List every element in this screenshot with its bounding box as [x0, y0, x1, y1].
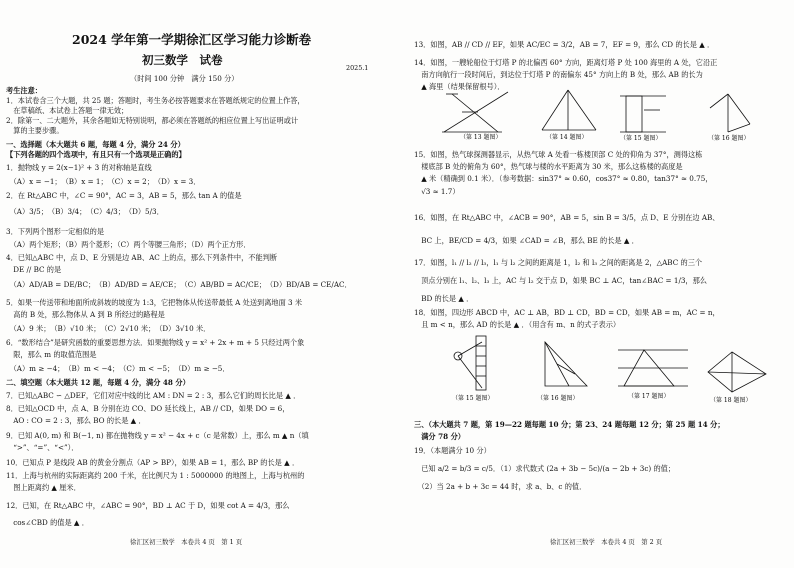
- question-line: 2．在 Rt△ABC 中，∠C = 90°，AC = 3，AB = 5，那么 tan A 的值是: [6, 191, 242, 200]
- notes-heading: 考生注意：: [6, 86, 42, 95]
- question-line: √3 ≈ 1.7）: [414, 187, 460, 196]
- note-line: 1．本试卷含三个大题，共 25 题；答题时，考生务必按答题要求在答题纸规定的位置上作答，: [6, 96, 305, 105]
- question-line: AO : CO = 2 : 3，那么 BO 的长是 ▲ ．: [6, 416, 146, 425]
- question-line: 7．已知△ABC ∽ △DEF，它们对应中线的比 AM : DN = 2 : 3，那么它们的周长比是 ▲ ．: [6, 391, 301, 400]
- question-line: 14．如图，一艘轮船位于灯塔 P 的北偏西 60° 方向，距离灯塔 P 处 100 海里的 A 处，它沿正: [414, 58, 718, 67]
- question-line: 12．已知，在 Rt△ABC 中，∠ABC = 90°，BD ⊥ AC 于 D，如果 cot A = 4/3，那么: [6, 501, 290, 510]
- question-line: 且 m < n，那么 AD 的长是 ▲ ．（用含有 m、n 的式子表示）: [414, 320, 621, 329]
- question-line: 19．（本题满分 10 分）: [414, 446, 491, 455]
- question-line: 6．“数形结合”是研究函数的重要思想方法．如果抛物线 y = x² + 2x + m + 5 只经过两个象: [6, 338, 305, 347]
- options-line: （A）9 米； （B）√10 米； （C）2√10 米； （D）3√10 米．: [6, 324, 211, 333]
- question-line: BD 的长是 ▲ ．: [414, 294, 474, 303]
- figure-14: [536, 86, 606, 144]
- question-line: BC 上，BE/CD = 4/3，如果 ∠CAD = ∠B，那么 BE 的长是 ▲ ．: [414, 236, 639, 245]
- fig-caption-a: （第 15 题图）: [452, 395, 494, 402]
- question-line: 9．已知 A(0, m) 和 B(−1, n) 都在抛物线 y = x² − 4x + c（c 是常数）上，那么 m ▲ n（填: [6, 431, 309, 440]
- page-footer: 徐汇区初三数学 本卷共 4 页 第 1 页: [130, 538, 243, 546]
- question-line: 图上距离约 ▲ 厘米．: [6, 483, 81, 492]
- note-line: 算的主要步骤。: [6, 126, 64, 135]
- figure-row-b: [535, 338, 595, 402]
- figure-row-d: [702, 348, 772, 404]
- question-line: ▲ 米（精确到 0.1 米）．（参考数据：sin37° ≈ 0.60，cos37° ≈ 0.80，tan37° ≈ 0.75，: [414, 174, 713, 183]
- exam-subtitle: 初三数学 试卷: [142, 53, 223, 67]
- question-line: 13．如图，AB // CD // EF，如果 AC/EC = 3/2，AB = 7，EF = 9，那么 CD 的长是 ▲ ．: [414, 40, 715, 49]
- options-line: （A）m ≥ −4； （B）m < −4； （C）m < −5； （D）m ≥ −5．: [6, 364, 230, 373]
- question-line: 5．如果一传送带和地面所成斜坡的坡度为 1:3，它把物体从传送带最低 A 处送到离地面 3 米: [6, 298, 303, 307]
- fig-14-caption: （第 14 题图）: [546, 134, 588, 141]
- question-line: （2）当 2a + b + 3c = 44 时，求 a、b、c 的值．: [414, 482, 587, 491]
- fig-16-caption: （第 16 题图）: [708, 135, 750, 142]
- page-2: [410, 0, 794, 568]
- exam-date: 2025.1: [346, 64, 369, 72]
- fig-15-caption: （第 15 题图）: [620, 135, 662, 142]
- section-3-title: 三、（本大题共 7 题，第 19—22 题每题 10 分；第 23、24 题每题 12 分；第 25 题 14 分；: [414, 420, 725, 429]
- section-1-title: 一、选择题（本大题共 6 题，每题 4 分，满分 24 分）: [6, 140, 185, 149]
- question-line: 限，那么 m 的取值范围是: [6, 350, 97, 359]
- question-line: 15．如图，热气球探测器显示，从热气球 A 处看一栋楼顶部 C 处的仰角为 37°，测得这栋: [414, 150, 703, 159]
- note-line: 在草稿纸、本试卷上答题一律无效；: [6, 106, 129, 115]
- question-line: 8．已知△OCD 中，点 A、B 分别在边 CO、DO 延长线上，AB // CD，如果 DO = 6，: [6, 404, 290, 413]
- options-line: （A）x = −1； （B）x = 1； （C）x = 2； （D）x = 3．: [6, 177, 201, 186]
- section-3-title-cont: 满分 78 分）: [414, 432, 465, 441]
- question-line: 18．如图，四边形 ABCD 中，AC ⊥ AB，BD ⊥ CD，BD = CD，如果 AB = m，AC = n，: [414, 308, 720, 317]
- question-line: cos∠CBD 的值是 ▲ ．: [6, 518, 89, 527]
- section-2-title: 二、填空题（本大题共 12 题，每题 4 分，满分 48 分）: [6, 378, 190, 387]
- question-line: 11．上海与杭州的实际距离约 200 千米，在比例尺为 1 : 5000000 的地图上，上海与杭州的: [6, 471, 305, 480]
- question-line: ▲ 海里（结果保留根号）．: [414, 82, 505, 91]
- question-line: 17．如图，l₁ // l₂ // l₃，l₁ 与 l₂ 之间的距离是 1，l₂ 和 l₃ 之间的距离是 2，△ABC 的三个: [414, 258, 703, 267]
- question-line: 16．如图，在 Rt△ABC 中，∠ACB = 90°，AB = 5，sin B = 3/5，点 D、E 分别在边 AB、: [414, 213, 720, 222]
- figure-15: [616, 90, 676, 142]
- section-1-desc: 【下列各题的四个选项中，有且只有一个选项是正确的】: [6, 150, 186, 159]
- exam-title: 2024 学年第一学期徐汇区学习能力诊断卷: [72, 32, 312, 47]
- question-line: 4．已知△ABC 中，点 D、E 分别是边 AB、AC 上的点，那么下列条件中，不能判断: [6, 253, 278, 262]
- question-line: 南方向航行一段时间后，到达位于灯塔 P 的南偏东 45° 方向上的 B 处，那么 AB 的长为: [414, 70, 703, 79]
- fig-caption-b: （第 16 题图）: [537, 395, 579, 402]
- question-line: 高的 B 处，那么物体从 A 到 B 所经过的路程是: [6, 310, 165, 319]
- question-line: DE // BC 的是: [6, 265, 62, 274]
- question-line: 10．已知点 P 是线段 AB 的黄金分割点（AP > BP），如果 AB = 1，那么 BP 的长是 ▲ ．: [6, 458, 300, 467]
- figure-row-c: [614, 340, 692, 402]
- fig-caption-d: （第 18 题图）: [710, 397, 752, 404]
- fig-caption-c: （第 17 题图）: [628, 393, 670, 400]
- figure-13: [438, 88, 518, 140]
- fig-13-caption: （第 13 题图）: [460, 134, 502, 140]
- page-footer: 徐汇区初三数学 本卷共 4 页 第 2 页: [550, 538, 663, 546]
- question-line: 已知 a/2 = b/3 = c/5．（1）求代数式 (2a + 3b − 5c)/(a − 2b + 3c) 的值；: [414, 464, 676, 473]
- question-line: 3．下列两个图形一定相似的是: [6, 227, 105, 236]
- question-line: “>”、“=”、“<”）．: [6, 443, 79, 452]
- question-line: 顶点分别在 l₁、l₂、l₃ 上，AC 与 l₂ 交于点 D，如果 BC ⊥ AC，tan∠BAC = 1/3，那么: [414, 276, 707, 285]
- note-line: 2．除第一、二大题外，其余各题如无特别说明，都必须在答题纸的相应位置上写出证明或计: [6, 116, 299, 125]
- question-line: 楼底部 B 处的俯角为 60°，热气球与楼的水平距离为 30 米，那么这栋楼的高度是: [414, 162, 683, 171]
- exam-time: （时间 100 分钟 满分 150 分）: [130, 74, 239, 83]
- question-line: 1．抛物线 y = 2(x−1)² + 3 的对称轴是直线: [6, 163, 152, 172]
- figure-row-a: [450, 332, 510, 402]
- figure-16: [698, 88, 768, 142]
- options-line: （A）两个矩形；（B）两个菱形；（C）两个等腰三角形；（D）两个正方形．: [6, 240, 251, 249]
- options-line: （A）3/5； （B）3/4； （C）4/3； （D）5/3．: [6, 207, 164, 216]
- options-line: （A）AD/AB = DE/BC； （B）AD/BD = AE/CE； （C）AB/BD = AC/CE； （D）BD/AB = CE/AC．: [6, 280, 352, 289]
